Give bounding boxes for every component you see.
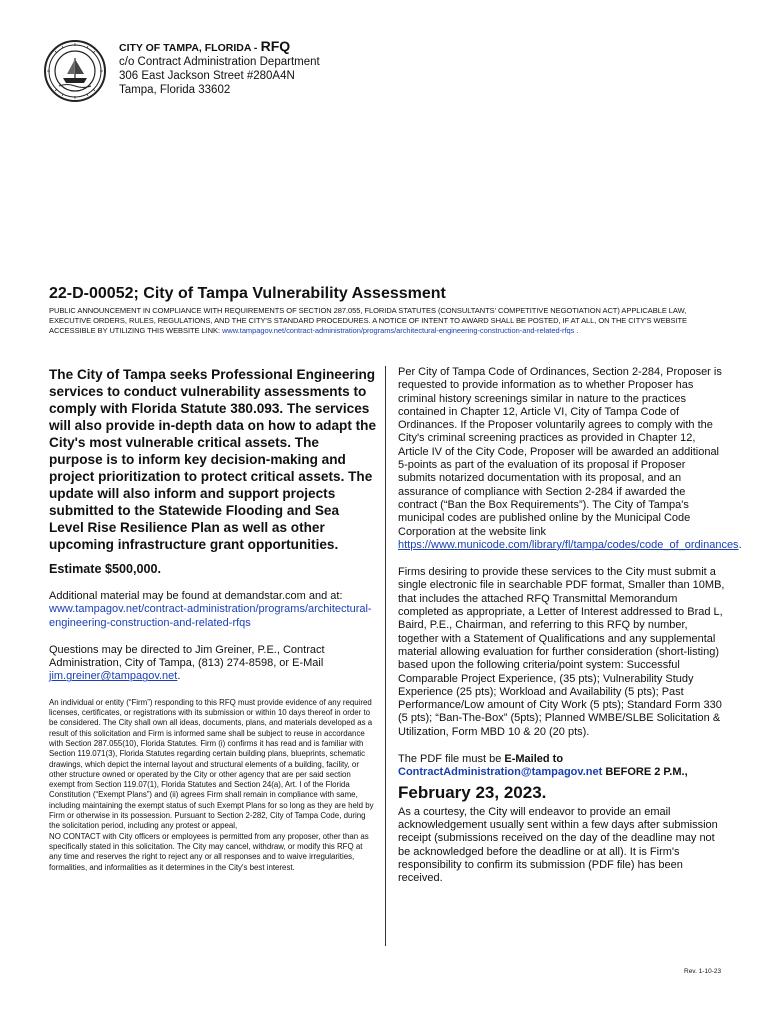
pdf-before-label: BEFORE 2 P.M., [602,766,688,779]
contact-email-link[interactable]: jim.greiner@tampagov.net [49,670,178,683]
submission-paragraph: Firms desiring to provide these services to the City must submit a single electronic file in searchable PDF format, Smaller than 10MB, that includes the attached RFQ Transmittal Memorandum completed as appropriate, a Letter of Interest addressed to Brad L, Baird, P.E., Chairman, and referring to this RFQ by number, together with a Statement of Qualifications and any supplemental material allowing evaluation for further consideration (short-listing) based upon the following criteria/point system: Successful Comparable Project Experience, (35 pts); Vulnerability Study Experience (25 pts); Workload and Availability (5 pts); Past Performance/Low amount of City Work (5 pts); Standard Form 330 (5 pts); “Ban-The-Box” (5pts); Planned WMBE/SLBE Solicitation & Utilization, Form MBD 10 & 20 (20 pts). [398,566,725,738]
municode-link[interactable]: https://www.municode.com/library/fl/tampa/codes/code_of_ordinances [398,538,739,551]
legal-terms [49,698,376,873]
estimate: Estimate $500,000. [49,562,162,576]
questions-contact [49,644,376,684]
revision-label: Rev. 1-10-23 [684,968,722,975]
left-column [49,366,376,873]
page-title: 22-D-00052; City of Tampa Vulnerability Assessment [49,285,446,302]
no-contact-text: NO CONTACT with City officers or employees is permitted from any proposer, other than as specifically stated in this solicitation. The City may cancel, withdraw, or modify this RFQ at any time and reserves the right to reject any or all responses and to waive irregularities, formalities, and informalities as it determines in the City's best interest. [49,831,369,872]
city-name: CITY OF TAMPA, FLORIDA - [119,42,258,54]
address-line-3: Tampa, Florida 33602 [119,84,231,96]
additional-material-link[interactable]: www.tampagov.net/contract-administration/programs/architectural-engineering-construction-and-related-rfqs [49,603,372,629]
additional-material-text: Additional material may be found at demandstar.com and at: [49,590,343,602]
public-announcement-text: PUBLIC ANNOUNCEMENT IN COMPLIANCE WITH REQUIREMENTS OF SECTION 287.055, FLORIDA STATUTES (CONSULTANTS' COMPETITIVE NEGOTIATION ACT) APPLICABLE LAW, EXECUTIVE ORDERS, RULES, REGULATIONS, AND THE CITY'S STANDARD PROCEDURES. A NOTICE OF INTENT TO AWARD SHALL BE POSTED, IF AT ALL, ON THE CITY'S WEBSITE ACCESSIBLE BY UTILIZING THIS WEBSITE LINK: [49,306,687,335]
public-announcement [49,306,719,336]
questions-text: Questions may be directed to Jim Greiner, P.E., Contract Administration, City of Tampa, (813) 274-8598, or E-Mail [49,643,325,670]
address-line-1: c/o Contract Administration Department [119,56,320,68]
submission-email-link[interactable]: ContractAdministration@tampagov.net [398,766,603,779]
pdf-emailed-label: E-Mailed to [504,753,564,766]
rfq-label: RFQ [260,38,291,54]
legal-terms-text: An individual or entity (“Firm”) responding to this RFQ must provide evidence of any required licenses, certificates, or registrations with its submission or within 10 days thereof in order to be considered. The City shall own all ideas, documents, plans, and materials developed as a result of this solicitation and Firm is informed same shall be subject to reuse in accordance with Section 287.055(10), Florida Statutes. Firm (i) confirms it has read and is familiar with Section 119.071(3), Florida Statutes regarding certain building plans, blueprints, schematic drawings, which depict the internal layout and structural elements of a building, facility, or other structure owned or operated by the City or other agency that are per said section exempt from Section 119.07(1), Florida Statutes and Section 24(a), Art. I of the Florida Constitution (“Exempt Plans”) and (ii) agrees Firm shall remain in compliance with same, including maintaining the exempt status of such Exempt Plans for so long as they are held by Firm or otherwise in its possession. Pursuant to Section 2-282, City of Tampa Code, during the solicitation period, including any protest or appeal, [49,697,374,831]
right-column [398,366,742,885]
public-announcement-end: . [574,326,579,335]
notice-website-link[interactable]: www.tampagov.net/contract-administration/programs/architectural-engineering-construction-and-related-rfqs [222,326,575,335]
address-header [119,39,320,97]
address-line-2: 306 East Jackson Street #280A4N [119,70,295,82]
pdf-instructions [398,753,726,780]
city-seal-icon [44,40,106,102]
column-divider [385,366,386,946]
pdf-text: The PDF file must be [398,753,505,766]
ordinance-end: . [738,538,742,551]
city-line [119,39,320,55]
ordinance-text: Per City of Tampa Code of Ordinances, Section 2-284, Proposer is requested to provide information as to whether Proposer has criminal history screenings similar in nature to the practices contained in Chapter 12, Article VI, City of Tampa Code of Ordinances. If the Proposer voluntarily agrees to comply with the City's criminal screening practices as provided in Chapter 12, Article IV of the City Code, Proposer will be awarded an additional 5-points as part of the evaluation of its proposal if Proposer submits notarized documentation with its proposal, and an assurance of compliance with Section 2-284 if awarded the contract (“Ban the Box Requirements”). The City of Tampa's municipal codes are published online by the Municipal Code Corporation at the website link [398,366,722,538]
scope-summary: The City of Tampa seeks Professional Engineering services to conduct vulnerability assessments to comply with Florida Statute 380.093. The services will also provide in-depth data on how to adapt the City's most vulnerable critical assets. The purpose is to inform key decision-making and project prioritization to protect critical assets. The update will also inform and support projects submitted to the Statewide Flooding and Sea Level Rise Resilience Plan as well as other upcoming infrastructure grant opportunities. [49,367,377,552]
additional-material [49,590,376,630]
courtesy-paragraph: As a courtesy, the City will endeavor to provide an email acknowledgement usually sent within a few days after submission receipt (submissions received on the day of the deadline may not be acknowledged before the deadline or at all). It is Firm's responsibility to confirm its submission (PDF file) has been received. [398,805,718,885]
questions-end: . [177,670,181,683]
ordinance-paragraph [398,366,742,552]
deadline-date: February 23, 2023. [398,782,547,802]
